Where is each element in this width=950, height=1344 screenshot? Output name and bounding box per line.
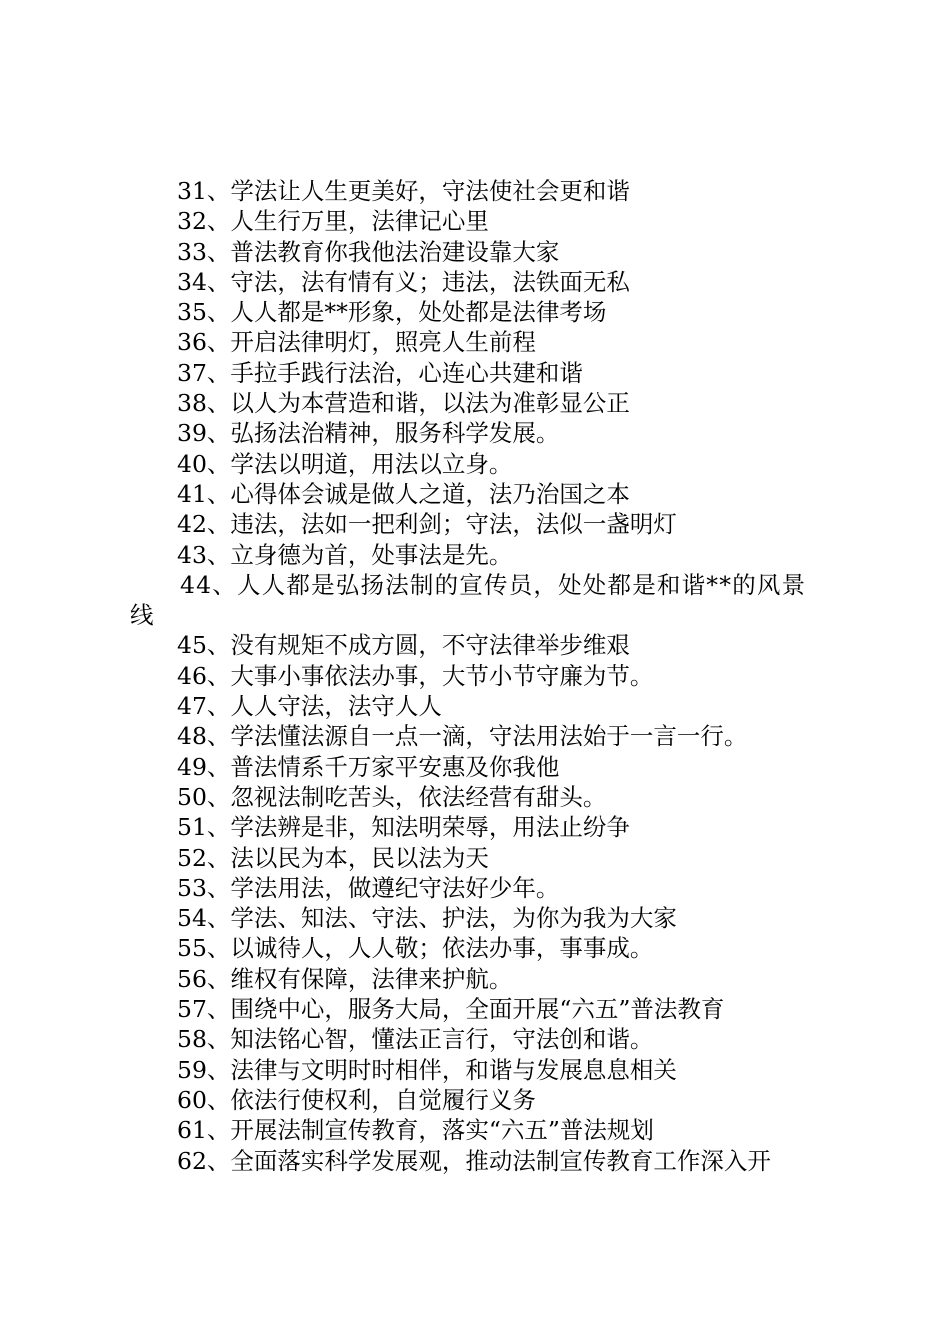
list-item: 40、学法以明道，用法以立身。: [177, 449, 513, 478]
list-item: 43、立身德为首，处事法是先。: [177, 540, 513, 569]
list-item: 54、学法、知法、守法、护法，为你为我为大家: [177, 904, 677, 933]
list-item: 37、手拉手践行法治，心连心共建和谐: [177, 358, 583, 387]
list-item: 34、守法，法有情有义；违法，法铁面无私: [177, 267, 630, 296]
list-item: 31、学法让人生更美好，守法使社会更和谐: [177, 177, 630, 205]
list-item: 41、心得体会诚是做人之道，法乃治国之本: [177, 479, 630, 508]
list-item: 53、学法用法，做遵纪守法好少年。: [177, 873, 560, 902]
list-item: 51、学法辨是非，知法明荣辱，用法止纷争: [177, 813, 630, 842]
list-item: 46、大事小事依法办事，大节小节守廉为节。: [177, 661, 654, 690]
list-item: 59、法律与文明时时相伴，和谐与发展息息相关: [177, 1055, 677, 1084]
list-item: 33、普法教育你我他法治建设靠大家: [177, 237, 560, 266]
list-item: 36、开启法律明灯，照亮人生前程: [177, 328, 536, 357]
list-item: 55、以诚待人，人人敬；依法办事，事事成。: [177, 934, 654, 963]
list-item: 62、全面落实科学发展观，推动法制宣传教育工作深入开: [177, 1146, 771, 1175]
list-item: 39、弘扬法治精神，服务科学发展。: [177, 419, 560, 448]
list-item: 45、没有规矩不成方圆，不守法律举步维艰: [177, 631, 630, 660]
list-item: 44、人人都是弘扬法制的宣传员，处处都是和谐**的风景: [180, 570, 807, 599]
slogan-list: [130, 176, 840, 1176]
list-item: 56、维权有保障，法律来护航。: [177, 964, 513, 993]
list-item: 35、人人都是**形象，处处都是法律考场: [177, 298, 607, 327]
list-item: 42、违法，法如一把利剑；守法，法似一盏明灯: [177, 510, 677, 539]
list-item: 38、以人为本营造和谐，以法为准彰显公正: [177, 389, 630, 418]
list-item: 49、普法情系千万家平安惠及你我他: [177, 752, 560, 781]
list-item: 50、忽视法制吃苦头，依法经营有甜头。: [177, 782, 607, 811]
list-item: 57、围绕中心，服务大局，全面开展“六五”普法教育: [177, 995, 725, 1024]
list-item: 61、开展法制宣传教育，落实“六五”普法规划: [177, 1116, 654, 1145]
list-item: 58、知法铭心智，懂法正言行，守法创和谐。: [177, 1025, 654, 1054]
list-item: 48、学法懂法源自一点一滴，守法用法始于一言一行。: [177, 722, 748, 751]
list-item: 32、人生行万里，法律记心里: [177, 207, 489, 236]
list-item: 52、法以民为本，民以法为天: [177, 843, 489, 872]
list-item: 60、依法行使权利，自觉履行义务: [177, 1085, 536, 1114]
list-item-continuation: 线: [130, 601, 154, 630]
list-item: 47、人人守法，法守人人: [177, 692, 442, 721]
